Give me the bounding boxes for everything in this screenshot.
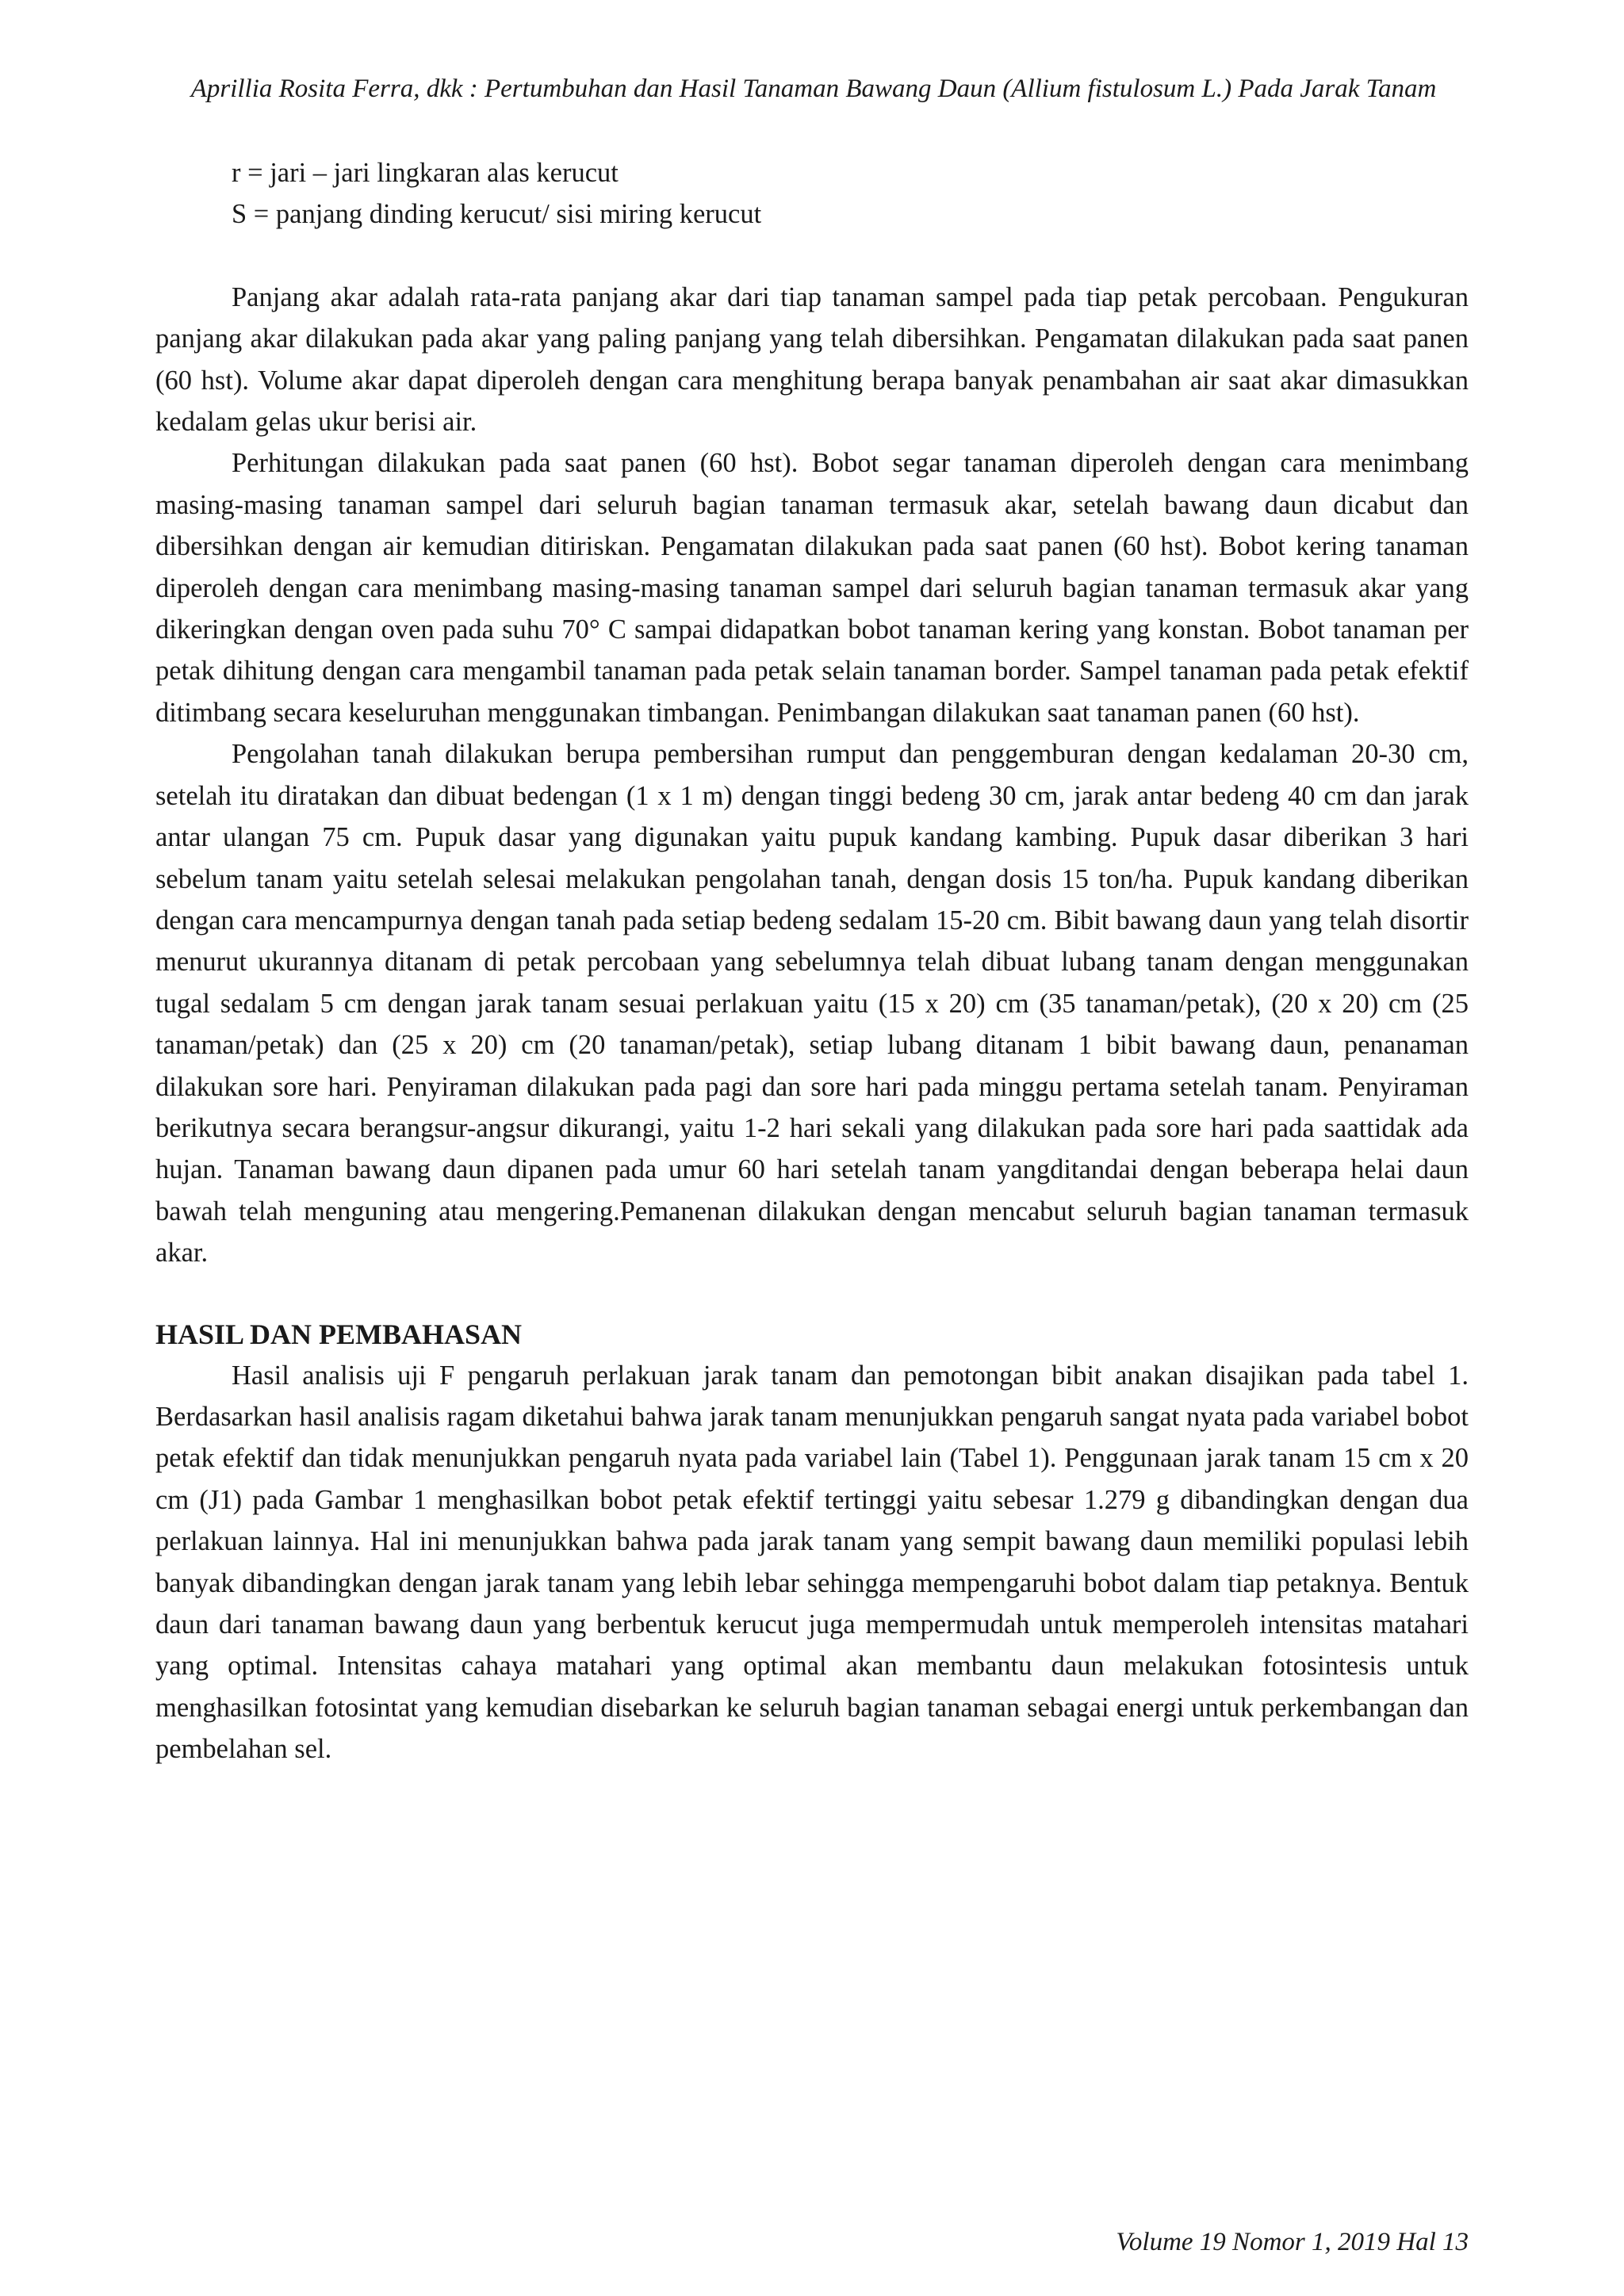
paragraph-soil-preparation: Pengolahan tanah dilakukan berupa pembersihan rumput dan penggemburan dengan kedalaman 20-30 cm, setelah itu diratakan dan dibuat bedengan (1 x 1 m) dengan tinggi bedeng 30 cm, jarak antar bedeng 40 cm dan jarak antar ulangan 75 cm. Pupuk dasar yang digunakan yaitu pupuk kandang kambing. Pupuk dasar diberikan 3 hari sebelum tanam yaitu setelah selesai melakukan pengolahan tanah, dengan dosis 15 ton/ha. Pupuk kandang diberikan dengan cara mencampurnya dengan tanah pada setiap bedeng sedalam 15-20 cm. Bibit bawang daun yang telah disortir menurut ukurannya ditanam di petak percobaan yang sebelumnya telah dibuat lubang tanam dengan menggunakan tugal sedalam 5 cm dengan jarak tanam sesuai perlakuan yaitu (15 x 20) cm (35 tanaman/petak), (20 x 20) cm (25 tanaman/petak) dan (25 x 20) cm (20 tanaman/petak), setiap lubang ditanam 1 bibit bawang daun, penanaman dilakukan sore hari. Penyiraman dilakukan pada pagi dan sore hari pada minggu pertama setelah tanam. Penyiraman berikutnya secara berangsur-angsur dikurangi, yaitu 1-2 hari sekali yang dilakukan pada sore hari pada saattidak ada hujan. Tanaman bawang daun dipanen pada umur 60 hari setelah tanam yangditandai dengan beberapa helai daun bawah telah menguning atau mengering.Pemanenan dilakukan dengan mencabut seluruh bagian tanaman termasuk akar. — [155, 739, 1469, 1269]
page-body — [155, 152, 1469, 1770]
page-footer: Volume 19 Nomor 1, 2019 Hal 13 — [1116, 2228, 1469, 2256]
paragraph-plant-weight: Perhitungan dilakukan pada saat panen (60 hst). Bobot segar tanaman diperoleh dengan cara menimbang masing-masing tanaman sampel dari seluruh bagian tanaman termasuk akar, setelah bawang daun dicabut dan dibersihkan dengan air kemudian ditiriskan. Pengamatan dilakukan pada saat panen (60 hst). Bobot kering tanaman diperoleh dengan cara menimbang masing-masing tanaman sampel dari seluruh bagian tanaman termasuk akar yang dikeringkan dengan oven pada suhu 70° C sampai didapatkan bobot tanaman kering yang konstan. Bobot tanaman per petak dihitung dengan cara mengambil tanaman pada petak selain tanaman border. Sampel tanaman pada petak efektif ditimbang secara keseluruhan menggunakan timbangan. Penimbangan dilakukan saat tanaman panen (60 hst). — [155, 448, 1469, 728]
variable-definition-s: S = panjang dinding kerucut/ sisi miring kerucut — [232, 199, 762, 230]
running-header: Aprillia Rosita Ferra, dkk : Pertumbuhan dan Hasil Tanaman Bawang Daun (Allium fistulosum L.) Pada Jarak Tanam — [190, 75, 1437, 103]
paragraph-results: Hasil analisis uji F pengaruh perlakuan jarak tanam dan pemotongan bibit anakan disajikan pada tabel 1. Berdasarkan hasil analisis ragam diketahui bahwa jarak tanam menunjukkan pengaruh sangat nyata pada variabel bobot petak efektif dan tidak menunjukkan pengaruh nyata pada variabel lain (Tabel 1). Penggunaan jarak tanam 15 cm x 20 cm (J1) pada Gambar 1 menghasilkan bobot petak efektif tertinggi yaitu sebesar 1.279 g dibandingkan dengan dua perlakuan lainnya. Hal ini menunjukkan bahwa pada jarak tanam yang sempit bawang daun memiliki populasi lebih banyak dibandingkan dengan jarak tanam yang lebih lebar sehingga mempengaruhi bobot dalam tiap petaknya. Bentuk daun dari tanaman bawang daun yang berbentuk kerucut juga mempermudah untuk memperoleh intensitas matahari yang optimal. Intensitas cahaya matahari yang optimal akan membantu daun melakukan fotosintesis untuk menghasilkan fotosintat yang kemudian disebarkan ke seluruh bagian tanaman sebagai energi untuk perkembangan dan pembelahan sel. — [155, 1360, 1469, 1765]
paragraph-root-length: Panjang akar adalah rata-rata panjang akar dari tiap tanaman sampel pada tiap petak percobaan. Pengukuran panjang akar dilakukan pada akar yang paling panjang yang telah dibersihkan. Pengamatan dilakukan pada saat panen (60 hst). Volume akar dapat diperoleh dengan cara menghitung berapa banyak penambahan air saat akar dimasukkan kedalam gelas ukur berisi air. — [155, 281, 1469, 438]
variable-definition-r: r = jari – jari lingkaran alas kerucut — [232, 158, 619, 188]
section-heading-results: HASIL DAN PEMBAHASAN — [155, 1318, 523, 1350]
paragraph-spacer — [155, 235, 1469, 277]
